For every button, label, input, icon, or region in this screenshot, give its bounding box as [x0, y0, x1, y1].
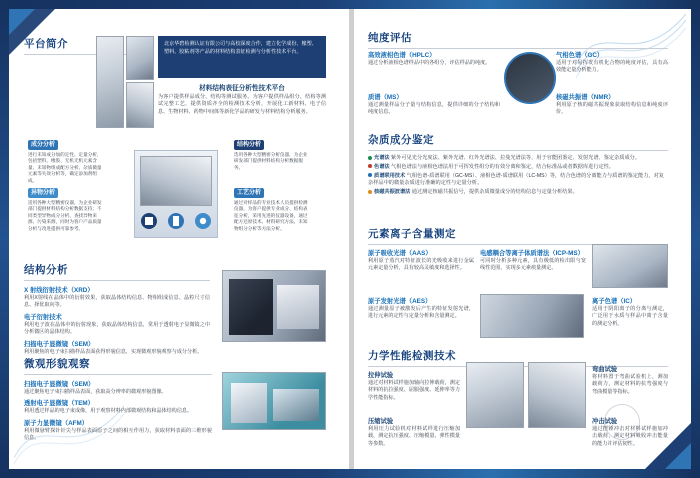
platform-heading: 平台简介 [24, 38, 68, 50]
impurity-item-3-label: 核磁共振波谱法 [374, 189, 411, 196]
impurity-item-1-text: 气相色谱法与液相色谱法用于可挥发性组分的有效分离和鉴定，结合标准品或者数据库进行定性。 [391, 163, 615, 170]
platform-card-composition [28, 140, 104, 184]
corner-triangle-top-left-accent [9, 9, 35, 35]
impurity-item-3 [368, 189, 668, 197]
mechanics-item-3-text: 通过摆锤冲击对材料试样施加冲击载荷，测定材料吸收冲击能量的能力并评估韧性。 [592, 426, 668, 447]
morphology-section [24, 356, 212, 443]
mechanics-item-0 [368, 368, 460, 402]
impurity-item-1 [368, 164, 668, 172]
elements-item-1-text: 可同时分析多种元素，具有极低的检出限与宽线性范围，实现多元素痕量测定。 [480, 258, 586, 272]
platform-subtitle: 材料结构表征分析性技术平台 [199, 85, 285, 92]
mechanics-item-1-text: 将材料置于弯曲试验机上，测加载荷力，测定材料的抗弯强度与弯曲模量等指标。 [592, 374, 668, 395]
elements-heading: 元素离子含量测定 [368, 228, 456, 240]
impurity-item-1-label: 色谱法 [374, 163, 390, 170]
elements-item-2 [368, 294, 474, 321]
mechanics-item-2 [368, 414, 460, 448]
purity-col-left [368, 48, 500, 67]
morphology-item-2-title: 原子力显微镜（AFM） [24, 419, 89, 427]
mechanics-item-0-text: 通过对材料试样施加轴向拉伸载荷，测定材料的抗拉强度、屈服强度、延伸率等力学性能指标。 [368, 380, 460, 401]
impurity-item-0 [368, 155, 668, 163]
elements-item-2-title: 原子发射光谱（AES） [368, 298, 432, 305]
elements-item-0-text: 利用原子蒸汽对特征波长的光吸收来进行金属元素定量分析，具有较高灵敏度和选择性。 [368, 258, 474, 272]
purity-col-right-2 [556, 90, 668, 117]
structure-heading-rule [24, 280, 210, 281]
impurity-item-0-label: 光谱法 [374, 155, 390, 161]
mechanics-item-1-title: 弯曲试验 [592, 366, 618, 373]
impurity-item-2 [368, 173, 668, 189]
purity-item-0-text: 通过分析液相色谱样品中的各组分，评估样品的纯度。 [368, 60, 491, 66]
structure-section [24, 262, 210, 356]
structure-item-0-text: 利用X射线在晶体中的衍射效果，获取晶体结构信息、物相组成信息、晶粒尺寸信息、择优取向等。 [24, 295, 210, 309]
corner-triangle-bottom-right-accent [665, 443, 691, 469]
elements-item-0-title: 原子吸收光谱（AAS） [368, 250, 432, 257]
structure-item-1-title: 电子衍射技术 [24, 313, 62, 321]
photo-ic-instrument [480, 294, 584, 338]
photo-tensile-machine [466, 362, 524, 428]
platform-card-composition-text: 进行未知成分加的定性、定量分析，包括塑料、橡胶、无机无机元素含量、未知物组成配方分析、杂质微量元素等失效分析等，确定添加剂组成。 [28, 151, 102, 183]
elements-item-1-title: 电感耦合等离子体质谱法（ICP-MS） [480, 250, 584, 257]
mechanics-item-3-title: 冲击试验 [592, 418, 618, 425]
purity-col-left-2 [368, 90, 500, 117]
platform-card-structure-tag: 结构分析 [234, 140, 264, 150]
photo-impact-machine [528, 362, 586, 428]
impurity-heading: 杂质成分鉴定 [368, 134, 434, 146]
purity-item-0-title: 高效液相色谱（HPLC） [368, 52, 436, 59]
morphology-item-1-text: 利用透过样品的电子束成像，用于观察材料内部微观结构和晶体结构信息。 [24, 408, 193, 415]
morphology-item-2-text: 利用微悬臂探针针尖与样品表面原子之间的相互作用力，获取材料表面的三维形貌信息。 [24, 427, 212, 442]
purity-item-1-text: 适用于对易挥发有机化合物的纯度评估，具有高效能定量分析能力。 [556, 60, 668, 74]
mechanics-item-1 [592, 362, 668, 396]
bottom-border-band [0, 469, 700, 478]
platform-card-composition-tag: 成分分析 [28, 140, 58, 150]
bullet-blue-icon [368, 173, 372, 177]
impurity-section [368, 132, 668, 198]
photo-instrument-lower [126, 82, 154, 128]
photo-icp-instrument [592, 244, 668, 288]
platform-subtitle-block [158, 82, 326, 116]
impurity-item-2-text: 气相色谱-质谱联用（GC-MS）、液相色谱-质谱联用（LC-MS）等，结合色谱的分离能力与质谱的鉴定能力，对复杂样品中的微量杂质进行准确的定性与定量分析。 [368, 172, 664, 187]
morphology-item-0-text: 通过聚焦电子束扫描样品表面，获取高分辨率的微观形貌图像。 [24, 389, 167, 395]
top-border-band [0, 0, 700, 9]
hub-icon-row [135, 207, 217, 237]
elements-item-3-title: 离子色谱（IC） [592, 298, 637, 305]
elements-item-1 [480, 246, 586, 273]
purity-heading: 纯度评估 [368, 32, 412, 44]
morphology-item-0-title: 扫描电子显微镜（SEM） [24, 381, 95, 388]
elements-item-0 [368, 246, 474, 273]
bullet-orange-icon [368, 190, 372, 194]
platform-callout [158, 36, 326, 78]
purity-col-right [556, 48, 668, 75]
photo-instrument-column [96, 36, 124, 128]
impurity-item-2-label: 质谱联用技术 [374, 172, 406, 179]
purity-item-2-title: 质谱（MS） [368, 94, 403, 101]
photo-purity-circle [504, 52, 556, 104]
left-border-band [0, 0, 9, 478]
page-gutter [349, 9, 354, 469]
bullet-red-icon [368, 164, 372, 168]
platform-card-structure-text: 选用各种大型精密分析仪器，为企业研发部门提供材料结构分析数据服务。 [234, 151, 308, 170]
photo-microscope-lab [222, 372, 326, 430]
mechanics-item-2-title: 压缩试验 [368, 418, 394, 425]
platform-card-process-tag: 工艺分析 [234, 188, 264, 198]
structure-item-2-text: 利用聚焦的电子束扫描样品表面获得形貌信息，实现微观形貌观察与成分分析。 [24, 348, 203, 355]
platform-center-graphic [134, 150, 218, 238]
photo-lab-center [140, 156, 212, 206]
mechanics-item-3 [592, 414, 668, 448]
elements-item-2-text: 通过测量原子被激发后产生的特征发射光谱，进行元素的定性与定量分析和含量测定。 [368, 306, 474, 320]
morphology-heading-rule [24, 374, 212, 375]
platform-card-foreign-tag: 异物分析 [28, 188, 58, 198]
mechanics-item-0-title: 拉伸试验 [368, 372, 394, 379]
purity-item-1-title: 气相色谱（GC） [556, 52, 604, 59]
structure-item-1-text: 利用电子波在晶体中的衍射现象，获取晶体结构信息，常用于透射电子显微镜之中分析微区的晶体结构。 [24, 321, 210, 336]
elements-item-3 [592, 294, 668, 328]
platform-callout-text: 北京华碧检测认证有限公司与高校深度合作，建立化学成份、橡塑、塑料、胶粘剂等产品的材料结构表征检测与分析性技术平台。 [164, 41, 317, 55]
platform-card-process-text: 通过对样品的专业技术人员提供检测仪器，为客户提供专业成分、结构表征分析，采用先进的仪器设备，通过配方还原技术、材料研究方法、未知物组分分析等方法分析。 [234, 199, 308, 231]
purity-item-3-text: 利用原子核的磁共振现象获取结构信息和纯度评价。 [556, 102, 668, 116]
platform-card-process [234, 188, 310, 232]
structure-item-0-title: X 射线衍射技术（XRD） [24, 287, 94, 294]
platform-intro-text: 为客户提供样品成分、结构等测试服务。为客户提供样品组分、结构等测试完整工艺，提供资质齐全的检测技术分析，开展化工新材料、电子信息、生物材料、药物中间体等新化学品的研发与材料结构分析服务。 [158, 94, 326, 115]
impurity-item-3-text: 通过测定核磁共振信号，提供杂质微量成分的结构信息与定量分析结果。 [411, 189, 578, 196]
photo-instrument-upper [126, 36, 154, 80]
mechanics-heading: 力学性能检测技术 [368, 350, 456, 362]
morphology-item-1-title: 透射电子显微镜（TEM） [24, 400, 94, 408]
photo-xrd-instrument [222, 270, 326, 342]
impurity-item-0-text: 紫外可见光分光度法、紫外光谱、红外光谱法、拉曼光谱法等，用于官能团鉴定、发射光谱、鉴定杂质成分。 [391, 155, 641, 161]
purity-item-3-title: 核磁共振谱（NMR） [556, 94, 615, 101]
structure-item-2-title: 扫描电子显微镜（SEM） [24, 340, 95, 348]
mechanics-item-2-text: 利用压力试验机对材料试样进行压缩加载，测定抗压强度、压缩模量、弹性模量等参数。 [368, 426, 460, 447]
platform-card-structure [234, 140, 310, 171]
impurity-heading-rule [368, 150, 668, 151]
platform-card-foreign [28, 188, 104, 232]
purity-item-2-text: 通过测量样品分子量与结构信息，提供详细的分子结构和纯度信息。 [368, 102, 500, 116]
elements-item-3-text: 适用于阴阳离子的分离与测定，广泛用于水质与样品中离子含量的测定分析。 [592, 306, 668, 327]
platform-card-foreign-text: 适用各种大型精密仪器，为企业研发部门提供材料结构分析数据支持；不同类型异物成分分析，查找异物来源、污染来源，同时为客户产品质量分析与改进提供可靠参考。 [28, 199, 102, 231]
bullet-green-icon [368, 156, 372, 160]
right-border-band [691, 0, 700, 478]
structure-heading: 结构分析 [24, 264, 68, 276]
morphology-heading: 微观形貌观察 [24, 358, 90, 370]
